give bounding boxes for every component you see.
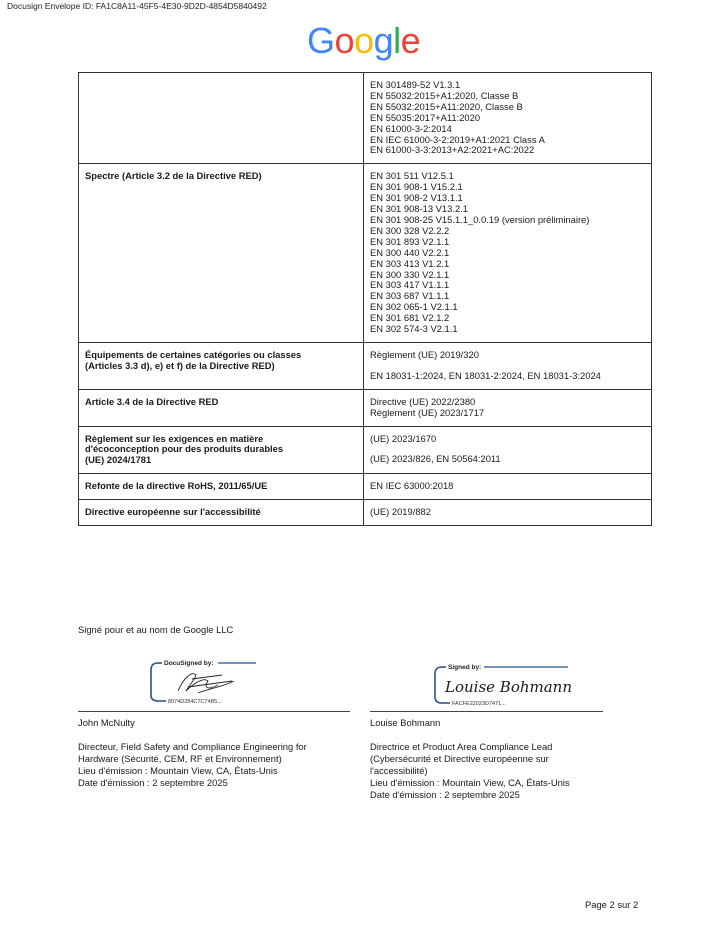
standard-item: EN 300 330 V2.1.1 [370, 268, 450, 280]
signatory-name-2: Louise Bohmann [370, 717, 441, 728]
signature-2: Louise Bohmann [445, 678, 572, 696]
signatory-details-1 [78, 741, 363, 789]
signatory-detail-line: Lieu d'émission : Mountain View, CA, États-Unis [370, 777, 570, 788]
standard-item: EN 55035:2017+A11:2020 [370, 111, 481, 123]
logo-letter: g [373, 20, 394, 61]
table-row [79, 164, 652, 343]
standard-item: EN 302 065-1 V2.1.1 [370, 301, 458, 313]
signatory-detail-line: l'accessibilité) [370, 765, 428, 776]
requirement-text: d'écoconception pour des produits durables [85, 443, 284, 455]
stamp-id-2: FACFE22023D7471... [452, 701, 506, 707]
requirement-cell [79, 474, 364, 500]
signatory-detail-line: Date d'émission : 2 septembre 2025 [78, 777, 228, 788]
signature-mark-1 [178, 674, 234, 693]
signature-line-1 [78, 711, 350, 712]
requirement-cell [79, 500, 364, 526]
standards-cell [364, 73, 652, 164]
signatory-detail-line: (Cybersécurité et Directive européenne sur [370, 753, 549, 764]
requirement-text: Refonte de la directive RoHS, 2011/65/UE [85, 480, 268, 492]
logo-letter: o [354, 20, 374, 61]
requirement-cell [79, 73, 364, 164]
signatory-1 [78, 717, 363, 789]
requirement-text: Spectre (Article 3.2 de la Directive RED) [85, 170, 262, 182]
stamp-id-1: 8074D284C7C74B5... [168, 699, 222, 705]
standards-cell [364, 500, 652, 526]
standard-item: Directive (UE) 2022/2380 [370, 395, 476, 407]
signatory-detail-line: Hardware (Sécurité, CEM, RF et Environnement) [78, 753, 282, 764]
envelope-id: Docusign Envelope ID: FA1C8A11-45F5-4E30-9D2D-4854D5840492 [7, 1, 267, 11]
logo-letter: G [307, 20, 335, 61]
signatory-details-2 [370, 741, 660, 801]
signatory-2 [370, 717, 660, 801]
standards-cell [364, 426, 652, 474]
logo-letter: o [334, 20, 355, 61]
standard-item: EN 61000-3-2:2014 [370, 122, 452, 134]
logo-letter: l [393, 20, 401, 61]
requirement-cell [79, 389, 364, 426]
standard-item: EN 301 908-13 V13.2.1 [370, 203, 468, 215]
standard-item: Règlement (UE) 2023/1717 [370, 406, 485, 418]
signatory-detail-line: Date d'émission : 2 septembre 2025 [370, 789, 520, 800]
standards-cell [364, 474, 652, 500]
standard-item: EN 301 893 V2.1.1 [370, 235, 450, 247]
logo-letter: e [400, 20, 421, 61]
signatory-detail-line: Directeur, Field Safety and Compliance Engineering for [78, 741, 307, 752]
standard-item: EN 18031-1:2024, EN 18031-2:2024, EN 18031-3:2024 [370, 369, 601, 381]
requirement-cell [79, 342, 364, 389]
table-row [79, 500, 652, 526]
standard-item: EN 300 328 V2.2.2 [370, 224, 450, 236]
standard-item: EN IEC 61000-3-2:2019+A1:2021 Class A [370, 133, 545, 145]
docusign-stamp-2 [432, 663, 572, 711]
signatory-detail-line: Directrice et Product Area Compliance Lead [370, 741, 553, 752]
page-number: Page 2 sur 2 [585, 899, 639, 910]
docusign-stamp-1 [148, 657, 260, 705]
standard-item: EN 301489-52 V1.3.1 [370, 79, 461, 90]
standards-cell [364, 389, 652, 426]
stamp-label-1: DocuSigned by: [164, 660, 214, 667]
standard-item: EN 302 574-3 V2.1.1 [370, 323, 458, 335]
table-row [79, 474, 652, 500]
standard-item: EN 300 440 V2.2.1 [370, 246, 450, 258]
standard-item: EN 301 681 V2.1.2 [370, 312, 450, 324]
requirement-text: Équipements de certaines catégories ou classes [85, 348, 302, 360]
standard-item: EN 61000-3-3:2013+A2:2021+AC:2022 [370, 144, 535, 156]
requirement-cell [79, 426, 364, 474]
table-row [79, 342, 652, 389]
standard-item: EN 301 908-25 V15.1.1_0.0.19 (version préliminaire) [370, 213, 590, 225]
standard-item: EN IEC 63000:2018 [370, 480, 454, 492]
table-row [79, 389, 652, 426]
standard-item: EN 303 413 V1.2.1 [370, 257, 450, 269]
signatory-name-1: John McNulty [78, 717, 135, 728]
standard-item: EN 301 908-2 V13.1.1 [370, 192, 463, 204]
standard-item: EN 301 511 V12.5.1 [370, 170, 454, 182]
requirement-text: Article 3.4 de la Directive RED [85, 395, 219, 407]
table-row [79, 426, 652, 474]
standards-cell [364, 342, 652, 389]
requirement-text: Directive européenne sur l'accessibilité [85, 506, 261, 518]
standard-item: EN 55032:2015+A11:2020, Classe B [370, 100, 523, 112]
signatory-detail-line: Lieu d'émission : Mountain View, CA, États-Unis [78, 765, 278, 776]
standard-item: Règlement (UE) 2019/320 [370, 348, 479, 360]
requirement-text: (Articles 3.3 d), e) et f) de la Directive RED) [85, 359, 275, 371]
standards-cell [364, 164, 652, 343]
standard-item: (UE) 2023/1670 [370, 432, 437, 444]
table-row [79, 73, 652, 164]
requirement-text: Règlement sur les exigences en matière [85, 432, 264, 444]
requirement-cell [79, 164, 364, 343]
standard-item: EN 55032:2015+A1:2020, Classe B [370, 89, 519, 101]
standard-item: (UE) 2023/826, EN 50564:2011 [370, 453, 501, 465]
standard-item: EN 301 908-1 V15.2.1 [370, 181, 463, 193]
google-logo [307, 19, 420, 63]
signed-for-statement: Signé pour et au nom de Google LLC [78, 624, 234, 635]
standard-item: EN 303 417 V1.1.1 [370, 279, 450, 291]
standard-item: EN 303 687 V1.1.1 [370, 290, 450, 302]
signature-line-2 [370, 711, 603, 712]
standard-item: (UE) 2019/882 [370, 506, 431, 518]
regulations-table [78, 72, 652, 526]
stamp-label-2: Signed by: [448, 664, 482, 671]
requirement-text: (UE) 2024/1781 [85, 454, 152, 466]
